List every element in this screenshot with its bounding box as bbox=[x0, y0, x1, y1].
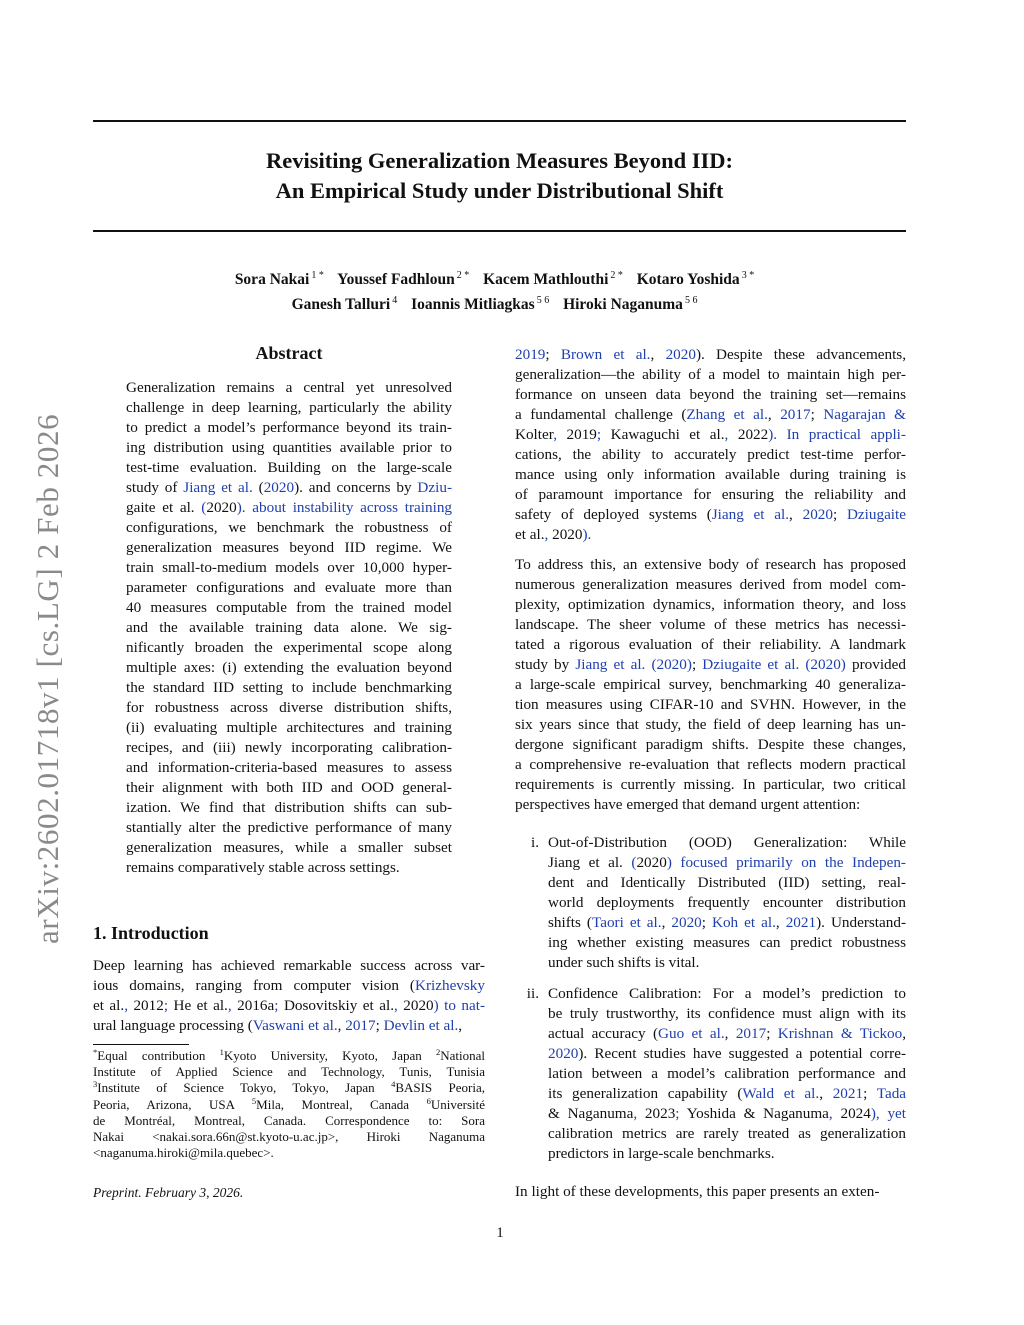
author-affiliation: 2 * bbox=[456, 270, 470, 281]
text-segment: Kolter bbox=[515, 426, 554, 443]
citation-link[interactable]: Jiang et al. bbox=[183, 479, 253, 496]
affiliation-marker: * bbox=[93, 1047, 98, 1057]
author-name: Kotaro Yoshida bbox=[636, 271, 740, 288]
text-segment: ; bbox=[766, 1025, 778, 1042]
text-segment: , bbox=[789, 506, 803, 523]
author-line-2 bbox=[93, 290, 906, 315]
footnote-line bbox=[93, 1080, 485, 1096]
citation-link[interactable]: Tada bbox=[876, 1085, 907, 1102]
text-line bbox=[515, 525, 906, 545]
citation-link[interactable]: , bbox=[124, 997, 134, 1014]
footnote-text: <naganuma.hiroki@mila.quebec>. bbox=[93, 1145, 274, 1161]
text-line: train small-to-medium models over 10,000 hyper- bbox=[126, 559, 452, 576]
text-line: nificantly broaden the experimental scope along bbox=[126, 639, 452, 656]
text-segment: 2012 bbox=[133, 997, 164, 1014]
paper-title-line-1: Revisiting Generalization Measures Beyond IID: bbox=[265, 148, 734, 173]
text-line bbox=[548, 853, 906, 873]
footnote-text: Institute of Applied Science and Technology, Tunis, Tunisia bbox=[93, 1064, 485, 1080]
text-line: lation between a model’s calibration performance and bbox=[548, 1065, 906, 1082]
citation-link[interactable]: Devlin et al. bbox=[383, 1017, 459, 1034]
text-line: and the available training data alone. We sig- bbox=[126, 619, 452, 636]
text-line: the standard IID setting to include benchmarking bbox=[126, 679, 452, 696]
text-segment: ; bbox=[375, 1017, 384, 1034]
citation-link[interactable]: , bbox=[553, 426, 567, 443]
text-segment: 2020 bbox=[403, 997, 434, 1014]
affiliation-footnote bbox=[93, 1048, 485, 1161]
footnote-text: Mila, Montreal, Canada bbox=[256, 1096, 427, 1112]
citation-link[interactable]: ). In practical appli- bbox=[768, 426, 906, 443]
text-line: recipes, and (iii) newly incorporating calibration- bbox=[126, 739, 452, 756]
affiliation-marker: 3 bbox=[93, 1079, 98, 1090]
author-affiliation: 3 * bbox=[741, 270, 755, 281]
citation-link[interactable]: 2020 bbox=[671, 914, 702, 931]
affiliation-marker: 1 bbox=[219, 1047, 224, 1057]
footnote-line bbox=[93, 1129, 485, 1145]
citation-link[interactable]: Krishnan & Tickoo bbox=[777, 1025, 903, 1042]
author-name: Sora Nakai bbox=[234, 271, 310, 288]
citation-link[interactable]: 2017 bbox=[780, 406, 811, 423]
citation-link[interactable]: , bbox=[227, 997, 238, 1014]
text-line: cations, the ability to accurately predict test-time perfor- bbox=[515, 446, 906, 463]
text-line: and information-criteria-based measures to assess bbox=[126, 759, 452, 776]
text-line: test-time evaluation. Building on the large-scale bbox=[126, 459, 452, 476]
text-segment: ; bbox=[832, 506, 847, 523]
text-segment: ). Recent studies have suggested a potential corre- bbox=[578, 1045, 906, 1062]
text-line bbox=[93, 1016, 485, 1036]
citation-link[interactable]: 2017 bbox=[735, 1025, 767, 1042]
paper-title-line-2: An Empirical Study under Distributional Shift bbox=[275, 178, 724, 203]
list-item-marker: i. bbox=[530, 834, 539, 851]
affiliation-marker: 4 bbox=[391, 1079, 396, 1090]
text-segment: ; bbox=[545, 346, 561, 363]
footnote-line bbox=[93, 1048, 485, 1064]
text-segment: ural language processing ( bbox=[93, 1017, 253, 1034]
text-segment: , bbox=[819, 1085, 833, 1102]
citation-link[interactable]: ; bbox=[163, 997, 174, 1014]
text-segment: ). Despite these advancements, bbox=[695, 346, 907, 363]
text-line: requirements is currently missing. In particular, two critical bbox=[515, 776, 906, 793]
text-line: Generalization remains a central yet unresolved bbox=[126, 379, 452, 396]
citation-link[interactable]: Koh et al. bbox=[711, 914, 776, 931]
text-segment: , bbox=[337, 1017, 346, 1034]
text-line: generalization—the ability of a model to maintain high per- bbox=[515, 366, 906, 383]
text-segment: actual accuracy ( bbox=[548, 1025, 659, 1042]
citation-link[interactable]: Wald et al. bbox=[742, 1085, 820, 1102]
text-line: ization. We find that distribution shifts can sub- bbox=[126, 799, 452, 816]
text-line: (ii) evaluating multiple architectures and training bbox=[126, 719, 452, 736]
text-segment: ). Understand- bbox=[816, 914, 907, 931]
citation-link[interactable]: Dziugaite bbox=[846, 506, 906, 523]
text-segment: its generalization capability ( bbox=[548, 1085, 743, 1102]
text-line: multiple axes: (i) extending the evaluation beyond bbox=[126, 659, 452, 676]
citation-link[interactable]: , bbox=[544, 526, 553, 543]
introduction-heading: 1. Introduction bbox=[93, 923, 209, 943]
text-segment: Yoshida & Naganuma bbox=[686, 1105, 829, 1122]
citation-link[interactable]: ( bbox=[194, 499, 207, 516]
text-line: stantially alter the predictive performance of many bbox=[126, 819, 452, 836]
text-line: Deep learning has achieved remarkable success across var- bbox=[93, 957, 485, 974]
list-item-confidence-calibration bbox=[548, 984, 906, 1164]
text-line bbox=[515, 345, 906, 365]
author-list bbox=[93, 265, 906, 315]
text-line: world deployments frequently encounter distribution bbox=[548, 894, 906, 911]
text-segment: , bbox=[902, 1025, 907, 1042]
text-line: for robustness across diverse distribution shifts, bbox=[126, 699, 452, 716]
text-line: formance on unseen data beyond the training set—remains bbox=[515, 386, 906, 403]
introduction-body bbox=[93, 956, 485, 1036]
text-segment: et al. bbox=[93, 997, 125, 1014]
text-segment: ; bbox=[863, 1085, 877, 1102]
text-segment: , bbox=[458, 1017, 463, 1034]
text-segment: ious domains, ranging from computer vision ( bbox=[93, 977, 415, 994]
author-name: Kacem Mathlouthi bbox=[483, 271, 609, 288]
text-segment: , bbox=[775, 914, 786, 931]
text-segment: study by bbox=[515, 656, 576, 673]
text-line bbox=[93, 996, 485, 1016]
text-segment: shifts ( bbox=[548, 914, 592, 931]
text-line: landscape. The sheer volume of these metrics has necessi- bbox=[515, 616, 906, 633]
citation-link[interactable]: , bbox=[394, 997, 404, 1014]
footnote-text: BASIS Peoria, bbox=[395, 1080, 485, 1096]
text-segment: provided bbox=[845, 656, 906, 673]
list-item-ood-generalization bbox=[548, 833, 906, 973]
footnote-line bbox=[93, 1097, 485, 1113]
citation-link[interactable]: ( bbox=[622, 854, 637, 871]
text-segment: , bbox=[650, 346, 666, 363]
text-line: ing distribution using quantities available prior to bbox=[126, 439, 452, 456]
text-line: calibration metrics are rarely treated as generalization bbox=[548, 1125, 906, 1142]
footnote-line bbox=[93, 1064, 485, 1080]
text-segment: 2022 bbox=[737, 426, 769, 443]
paper-title bbox=[93, 146, 906, 206]
footnote-text: Université bbox=[430, 1096, 485, 1112]
text-line bbox=[126, 498, 452, 518]
text-line bbox=[515, 655, 906, 675]
citation-link[interactable]: Jiang et al. (2020) bbox=[575, 656, 692, 673]
intro-paragraph-continued bbox=[515, 345, 906, 545]
citation-link[interactable]: , bbox=[633, 1105, 645, 1122]
citation-link[interactable]: ; bbox=[596, 426, 611, 443]
preprint-note: Preprint. February 3, 2026. bbox=[93, 1185, 244, 1200]
text-line: a large-scale empirical survey, benchmarking 40 generaliza- bbox=[515, 676, 906, 693]
arxiv-identifier-stamp: arXiv:2602.01718v1 [cs.LG] 2 Feb 2026 bbox=[30, 413, 65, 944]
text-line: a comprehensive re-evaluation that reflects modern practical bbox=[515, 756, 906, 773]
text-line bbox=[548, 1084, 906, 1104]
text-segment: a fundamental challenge ( bbox=[515, 406, 687, 423]
text-line: tated a rigorous evaluation of their reliability. A landmark bbox=[515, 636, 906, 653]
text-line: mance using only information available during training is bbox=[515, 466, 906, 483]
page-number: 1 bbox=[496, 1225, 504, 1241]
text-line bbox=[515, 505, 906, 525]
list-item-marker: ii. bbox=[526, 985, 539, 1002]
citation-link[interactable]: 2017 bbox=[345, 1017, 376, 1034]
citation-link[interactable]: ; bbox=[274, 997, 284, 1014]
text-segment: ; bbox=[691, 656, 703, 673]
citation-link[interactable]: ), yet bbox=[870, 1105, 907, 1122]
text-line bbox=[548, 913, 906, 933]
text-line: tion measures using CIFAR-10 and SVHN. However, in the bbox=[515, 696, 906, 713]
citation-link[interactable]: ) focused primarily on the Indepen- bbox=[666, 854, 906, 871]
text-line: be truly trustworthy, its confidence must align with its bbox=[548, 1005, 906, 1022]
author-affiliation: 5 6 bbox=[684, 295, 698, 306]
author-affiliation: 5 6 bbox=[536, 295, 550, 306]
text-segment: ( bbox=[252, 479, 264, 496]
text-line: their alignment with both IID and OOD general- bbox=[126, 779, 452, 796]
text-line bbox=[93, 976, 485, 996]
text-segment: 2016a bbox=[237, 997, 275, 1014]
text-line: predictors in large-scale benchmarks. bbox=[548, 1145, 775, 1162]
text-line bbox=[548, 1044, 906, 1064]
text-line: In light of these developments, this paper presents an exten- bbox=[515, 1183, 880, 1200]
affiliation-marker: 2 bbox=[435, 1047, 441, 1057]
text-segment: 2020 bbox=[206, 499, 237, 516]
title-rule-top bbox=[93, 120, 906, 122]
citation-link[interactable]: ; bbox=[675, 1105, 687, 1122]
text-segment: & Naganuma bbox=[548, 1105, 634, 1122]
text-line: dent and Identically Distributed (IID) setting, real- bbox=[548, 874, 906, 891]
text-segment: gaite et al. bbox=[126, 499, 195, 516]
abstract-body bbox=[126, 378, 452, 878]
citation-link[interactable]: ) to nat- bbox=[433, 997, 486, 1014]
text-line: parameter configurations and evaluate more than bbox=[126, 579, 452, 596]
author-name: Youssef Fadhloun bbox=[337, 271, 455, 288]
text-line bbox=[548, 1024, 906, 1044]
footnote-line bbox=[93, 1145, 485, 1161]
footnote-text: Kyoto University, Kyoto, Japan bbox=[223, 1048, 436, 1063]
text-segment: study of bbox=[126, 479, 184, 496]
text-segment: Dosovitskiy et al. bbox=[283, 997, 394, 1014]
author-name: Hiroki Naganuma bbox=[563, 296, 683, 313]
citation-link[interactable]: 2020 bbox=[263, 479, 295, 496]
text-line: dergone significant paradigm shifts. Despite these changes, bbox=[515, 736, 906, 753]
text-segment: et al. bbox=[515, 526, 545, 543]
footnote-text: Nakai <nakai.sora.66n@st.kyoto-u.ac.jp>, Hiroki Naganuma bbox=[93, 1128, 485, 1144]
text-line bbox=[548, 1104, 906, 1124]
footnote-text: Institute of Science Tokyo, Tokyo, Japan bbox=[97, 1080, 392, 1096]
text-line: perspectives have emerged that demand urgent attention: bbox=[515, 796, 861, 813]
citation-link[interactable]: 2021 bbox=[832, 1085, 864, 1102]
text-line: generalization measures, while a smaller subset bbox=[126, 839, 452, 856]
title-rule-bottom bbox=[93, 230, 906, 232]
citation-link[interactable]: Taori et al. bbox=[591, 914, 662, 931]
text-line: configurations, we benchmark the robustness of bbox=[126, 519, 452, 536]
citation-link[interactable]: , bbox=[724, 426, 738, 443]
footnote-text: Equal contribution bbox=[97, 1048, 220, 1063]
citation-link[interactable]: Dziu- bbox=[417, 479, 453, 496]
text-segment: , bbox=[767, 406, 781, 423]
text-line bbox=[515, 425, 906, 445]
citation-link[interactable]: Zhang et al. bbox=[686, 406, 768, 423]
citation-link[interactable]: Guo et al. bbox=[658, 1025, 725, 1042]
text-line: plexity, optimization dynamics, information theory, and loss bbox=[515, 596, 906, 613]
author-name: Ganesh Talluri bbox=[291, 296, 391, 313]
text-line: to predict a model’s performance beyond its train- bbox=[126, 419, 452, 436]
citation-link[interactable]: Dziugaite et al. (2020) bbox=[702, 656, 846, 673]
text-segment: ). and concerns by bbox=[294, 479, 418, 496]
text-line: To address this, an extensive body of research has proposed bbox=[515, 556, 906, 573]
citation-link[interactable]: ). about instability across training bbox=[236, 499, 453, 516]
text-segment: ; bbox=[810, 406, 824, 423]
citation-link[interactable]: , bbox=[828, 1105, 841, 1122]
text-line: ing whether existing measures can predict robustness bbox=[548, 934, 906, 951]
citation-link[interactable]: Brown et al. bbox=[560, 346, 651, 363]
text-line: generalization measures beyond IID regime. We bbox=[126, 539, 452, 556]
text-segment: , bbox=[661, 914, 672, 931]
footnote-line bbox=[93, 1113, 485, 1129]
footnote-text: de Montréal, Montreal, Canada. Correspondence to: Sora bbox=[93, 1112, 485, 1128]
text-line: challenge in deep learning, particularly the ability bbox=[126, 399, 452, 416]
text-line: Confidence Calibration: For a model’s prediction to bbox=[548, 985, 906, 1002]
footnote-rule bbox=[93, 1044, 189, 1045]
text-segment: 2023 bbox=[644, 1105, 676, 1122]
text-segment: Jiang et al. bbox=[548, 854, 623, 871]
text-segment: 2024 bbox=[840, 1105, 871, 1122]
citation-link[interactable]: 2021 bbox=[785, 914, 817, 931]
text-line: Out-of-Distribution (OOD) Generalization: While bbox=[548, 834, 906, 851]
text-line: remains comparatively stable across settings. bbox=[126, 859, 400, 876]
citation-link[interactable]: Krizhevsky bbox=[414, 977, 485, 994]
text-line bbox=[515, 405, 906, 425]
intro-paragraph-2 bbox=[515, 555, 906, 815]
abstract-heading: Abstract bbox=[255, 343, 323, 363]
affiliation-marker: 5 bbox=[251, 1095, 257, 1106]
text-segment: ; bbox=[701, 914, 712, 931]
text-line bbox=[126, 478, 452, 498]
footnote-text: Peoria, Arizona, USA bbox=[93, 1096, 252, 1112]
author-affiliation: 2 * bbox=[610, 270, 623, 281]
text-segment: He et al. bbox=[173, 997, 228, 1014]
text-segment: 2020 bbox=[636, 854, 667, 871]
citation-link[interactable]: Jiang et al. bbox=[711, 506, 790, 523]
text-segment: Kawaguchi et al. bbox=[610, 426, 725, 443]
citation-link[interactable]: Nagarajan & bbox=[823, 406, 906, 423]
author-line-1 bbox=[93, 265, 906, 290]
citation-link[interactable]: 2020 bbox=[665, 346, 696, 363]
text-line: numerous generalization measures derived from model com- bbox=[515, 576, 906, 593]
footnote-text: National bbox=[440, 1048, 485, 1063]
text-line: of paramount importance for ensuring the reliability and bbox=[515, 486, 906, 503]
text-segment: , bbox=[724, 1025, 736, 1042]
author-affiliation: 1 * bbox=[311, 270, 324, 281]
author-name: Ioannis Mitliagkas bbox=[411, 296, 535, 313]
citation-link[interactable]: 2020 bbox=[802, 506, 833, 523]
text-line: under such shifts is vital. bbox=[548, 954, 700, 971]
text-segment: 2020 bbox=[552, 526, 583, 543]
citation-link[interactable]: ). bbox=[582, 526, 592, 543]
author-affiliation: 4 bbox=[392, 295, 398, 306]
text-line: 40 measures computable from the trained model bbox=[126, 599, 452, 616]
citation-link[interactable]: Vaswani et al. bbox=[252, 1017, 338, 1034]
text-segment: 2019 bbox=[566, 426, 597, 443]
intro-paragraph-3 bbox=[515, 1182, 906, 1202]
text-line: six years since that study, the field of deep learning has un- bbox=[515, 716, 906, 733]
citation-link[interactable]: 2019 bbox=[515, 346, 546, 363]
citation-link[interactable]: 2020 bbox=[548, 1045, 579, 1062]
text-segment: safety of deployed systems ( bbox=[515, 506, 712, 523]
affiliation-marker: 6 bbox=[426, 1095, 431, 1106]
